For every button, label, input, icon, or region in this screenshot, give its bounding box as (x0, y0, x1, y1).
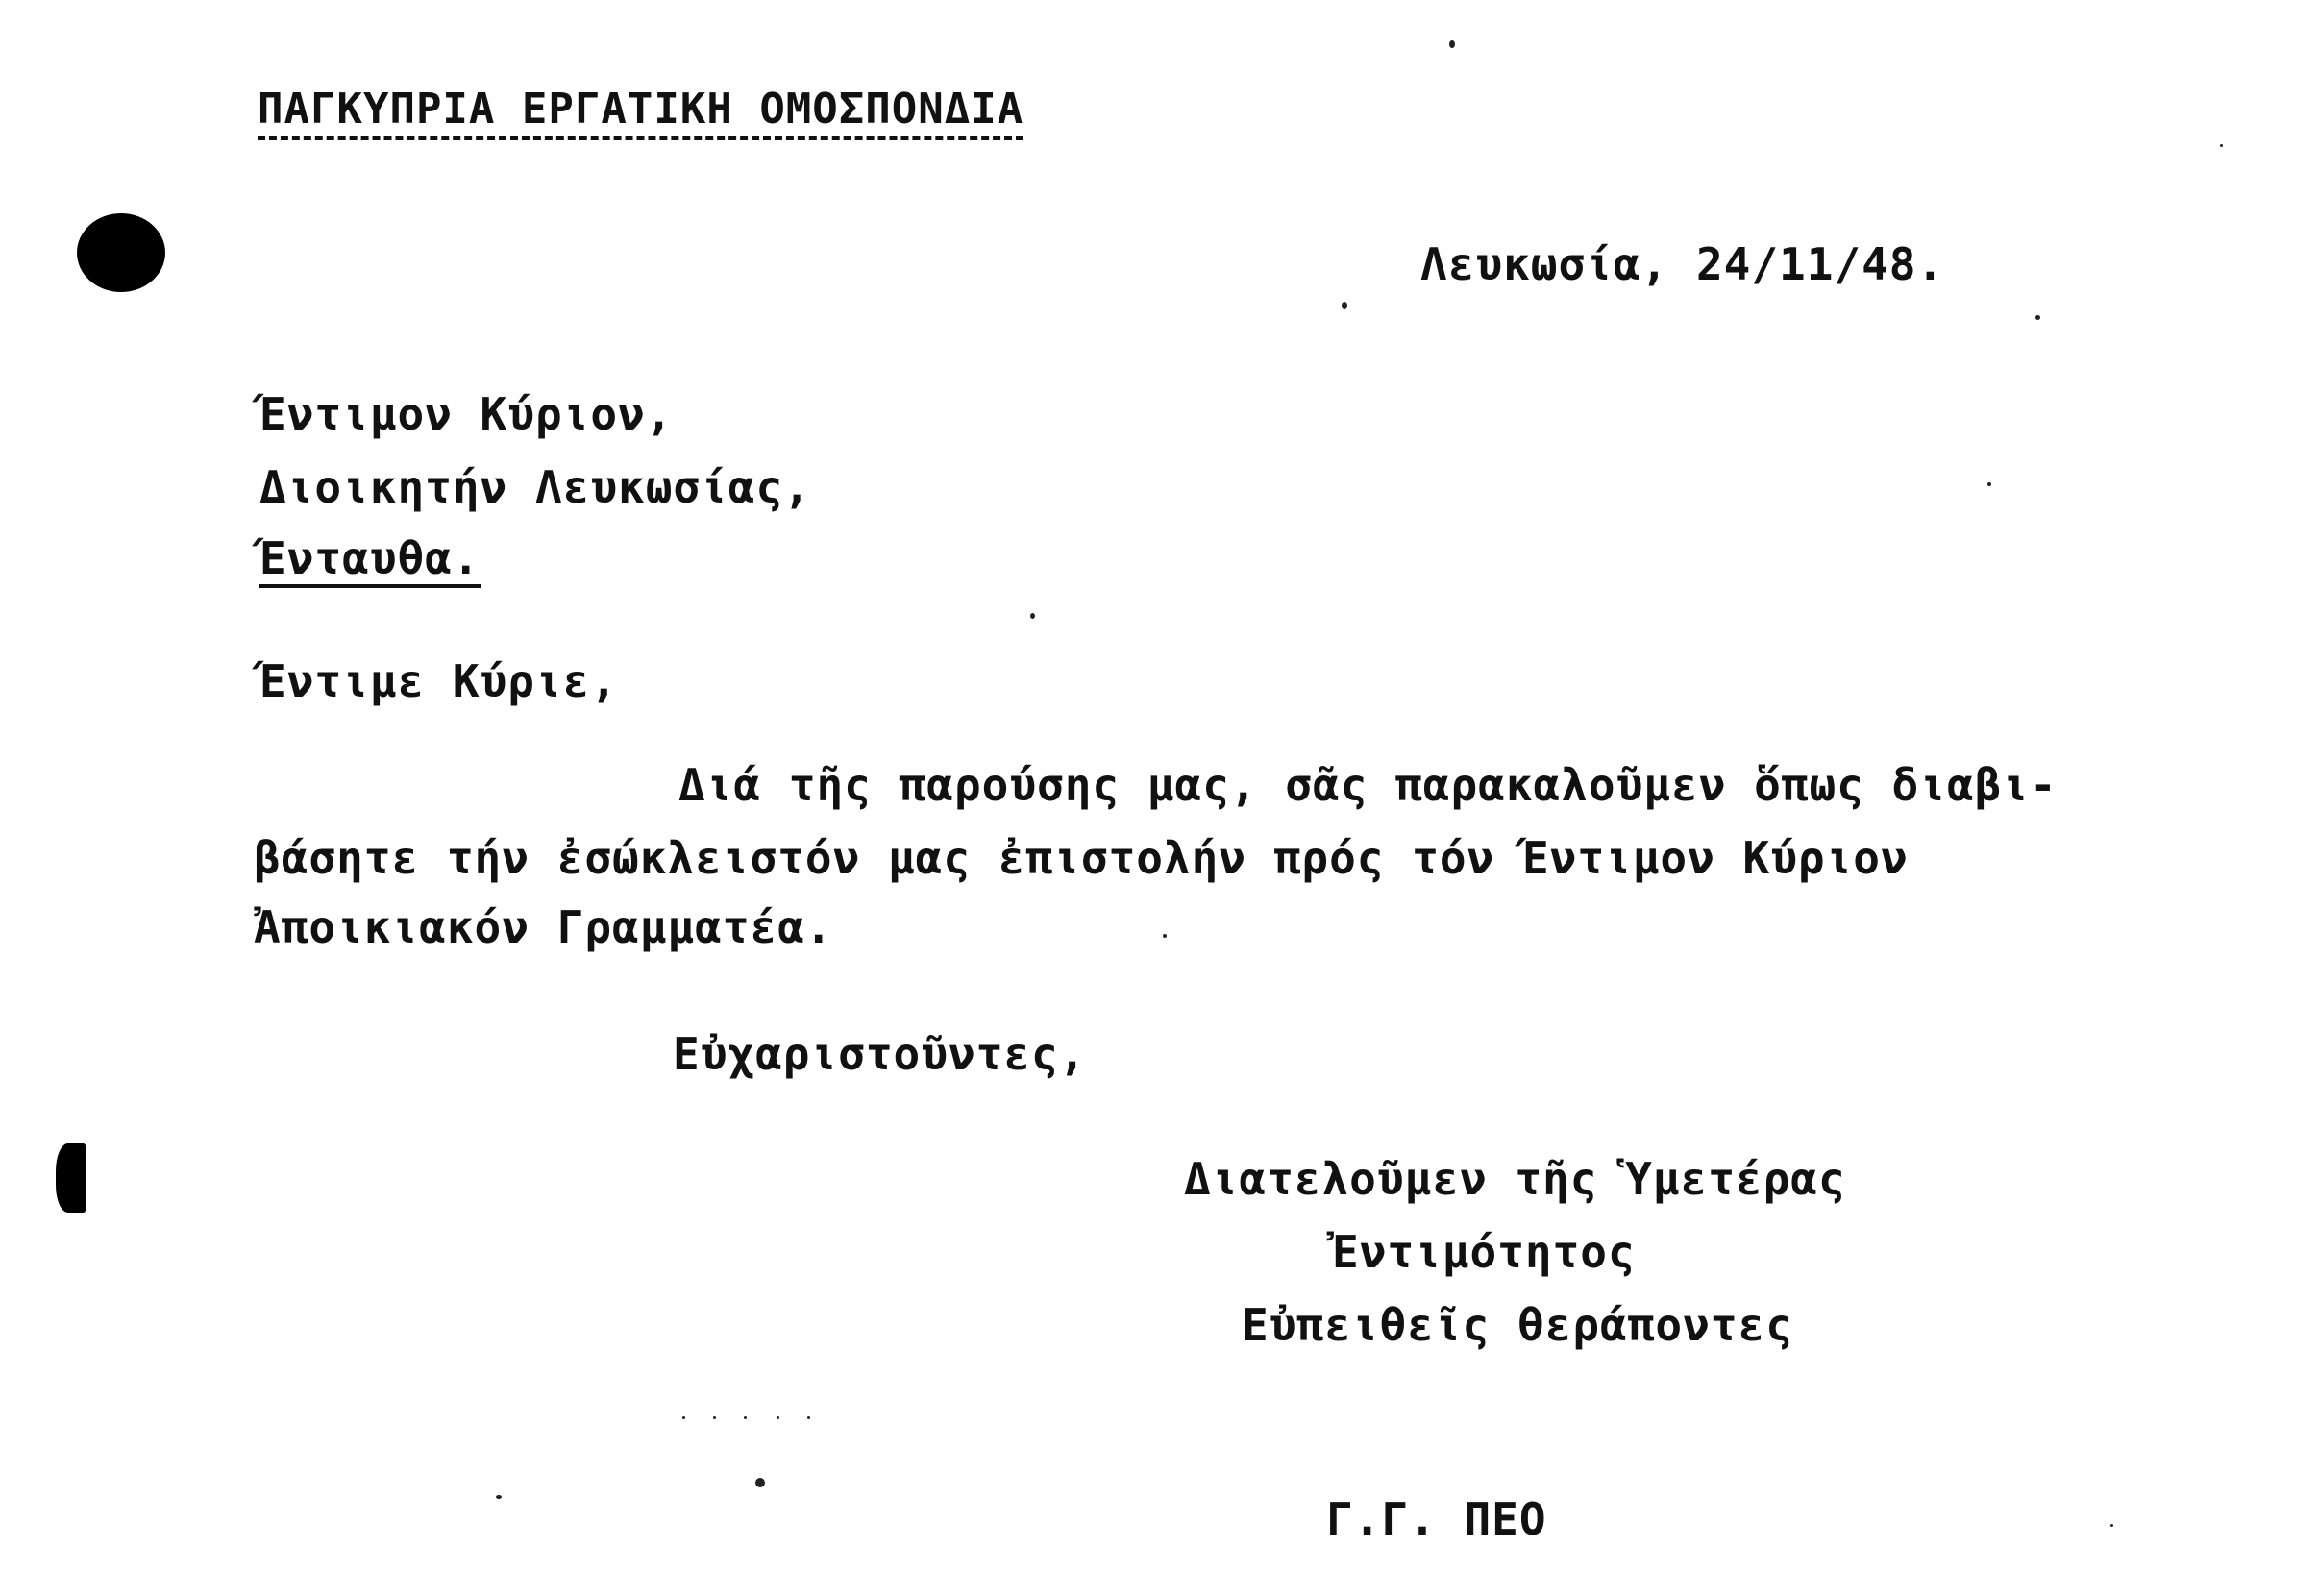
letterhead: ΠΑΓΚΥΠΡΙΑ ΕΡΓΑΤΙΚΗ ΟΜΟΣΠΟΝΔΙΑ (258, 88, 1023, 140)
closing-line-2: Ἐντιμότητος (1332, 1226, 1636, 1278)
scan-speck (1987, 482, 1991, 486)
body-line-3: Ἀποικιακόν Γραμματέα. (254, 901, 833, 953)
closing-line-3: Εὐπειθεῖς θεράποντες (1242, 1299, 1793, 1351)
recipient-line-1: Έντιμον Κύριον, (259, 388, 674, 440)
scan-speck (1342, 302, 1347, 309)
recipient-line-3: Ένταυθα. (259, 536, 481, 588)
scan-speck (807, 1416, 810, 1419)
thanks: Εὐχαριστοῦντες, (673, 1028, 1087, 1080)
punch-hole-top (77, 213, 165, 292)
scan-speck (1449, 40, 1455, 48)
scan-speck (2035, 315, 2040, 320)
scan-speck (682, 1416, 685, 1419)
scan-speck (713, 1416, 716, 1419)
signature: Γ.Γ. ΠΕΟ (1326, 1493, 1547, 1545)
scan-speck (2220, 144, 2223, 147)
place-date: Λευκωσία, 24/11/48. (1420, 238, 1945, 290)
scan-speck (744, 1416, 747, 1419)
scan-speck (496, 1495, 502, 1499)
scan-speck (777, 1416, 779, 1419)
closing-line-1: Διατελοῦμεν τῆς Ὑμετέρας (1184, 1153, 1846, 1205)
body-line-1: Διά τῆς παρούσης μας, σᾶς παρακαλοῦμεν ὅπως διαβι- (678, 759, 2058, 811)
scan-speck (2110, 1524, 2113, 1527)
scan-speck (1030, 613, 1035, 619)
recipient-line-2: Διοικητήν Λευκωσίας, (259, 461, 811, 513)
scan-speck (1163, 934, 1167, 938)
scan-speck (755, 1478, 765, 1487)
punch-hole-bottom (56, 1143, 86, 1213)
salutation: Έντιμε Κύριε, (259, 655, 619, 707)
body-line-2: βάσητε τήν ἐσώκλειστόν μας ἐπιστολήν πρός τόν Έντιμον Κύριον (254, 832, 1909, 884)
